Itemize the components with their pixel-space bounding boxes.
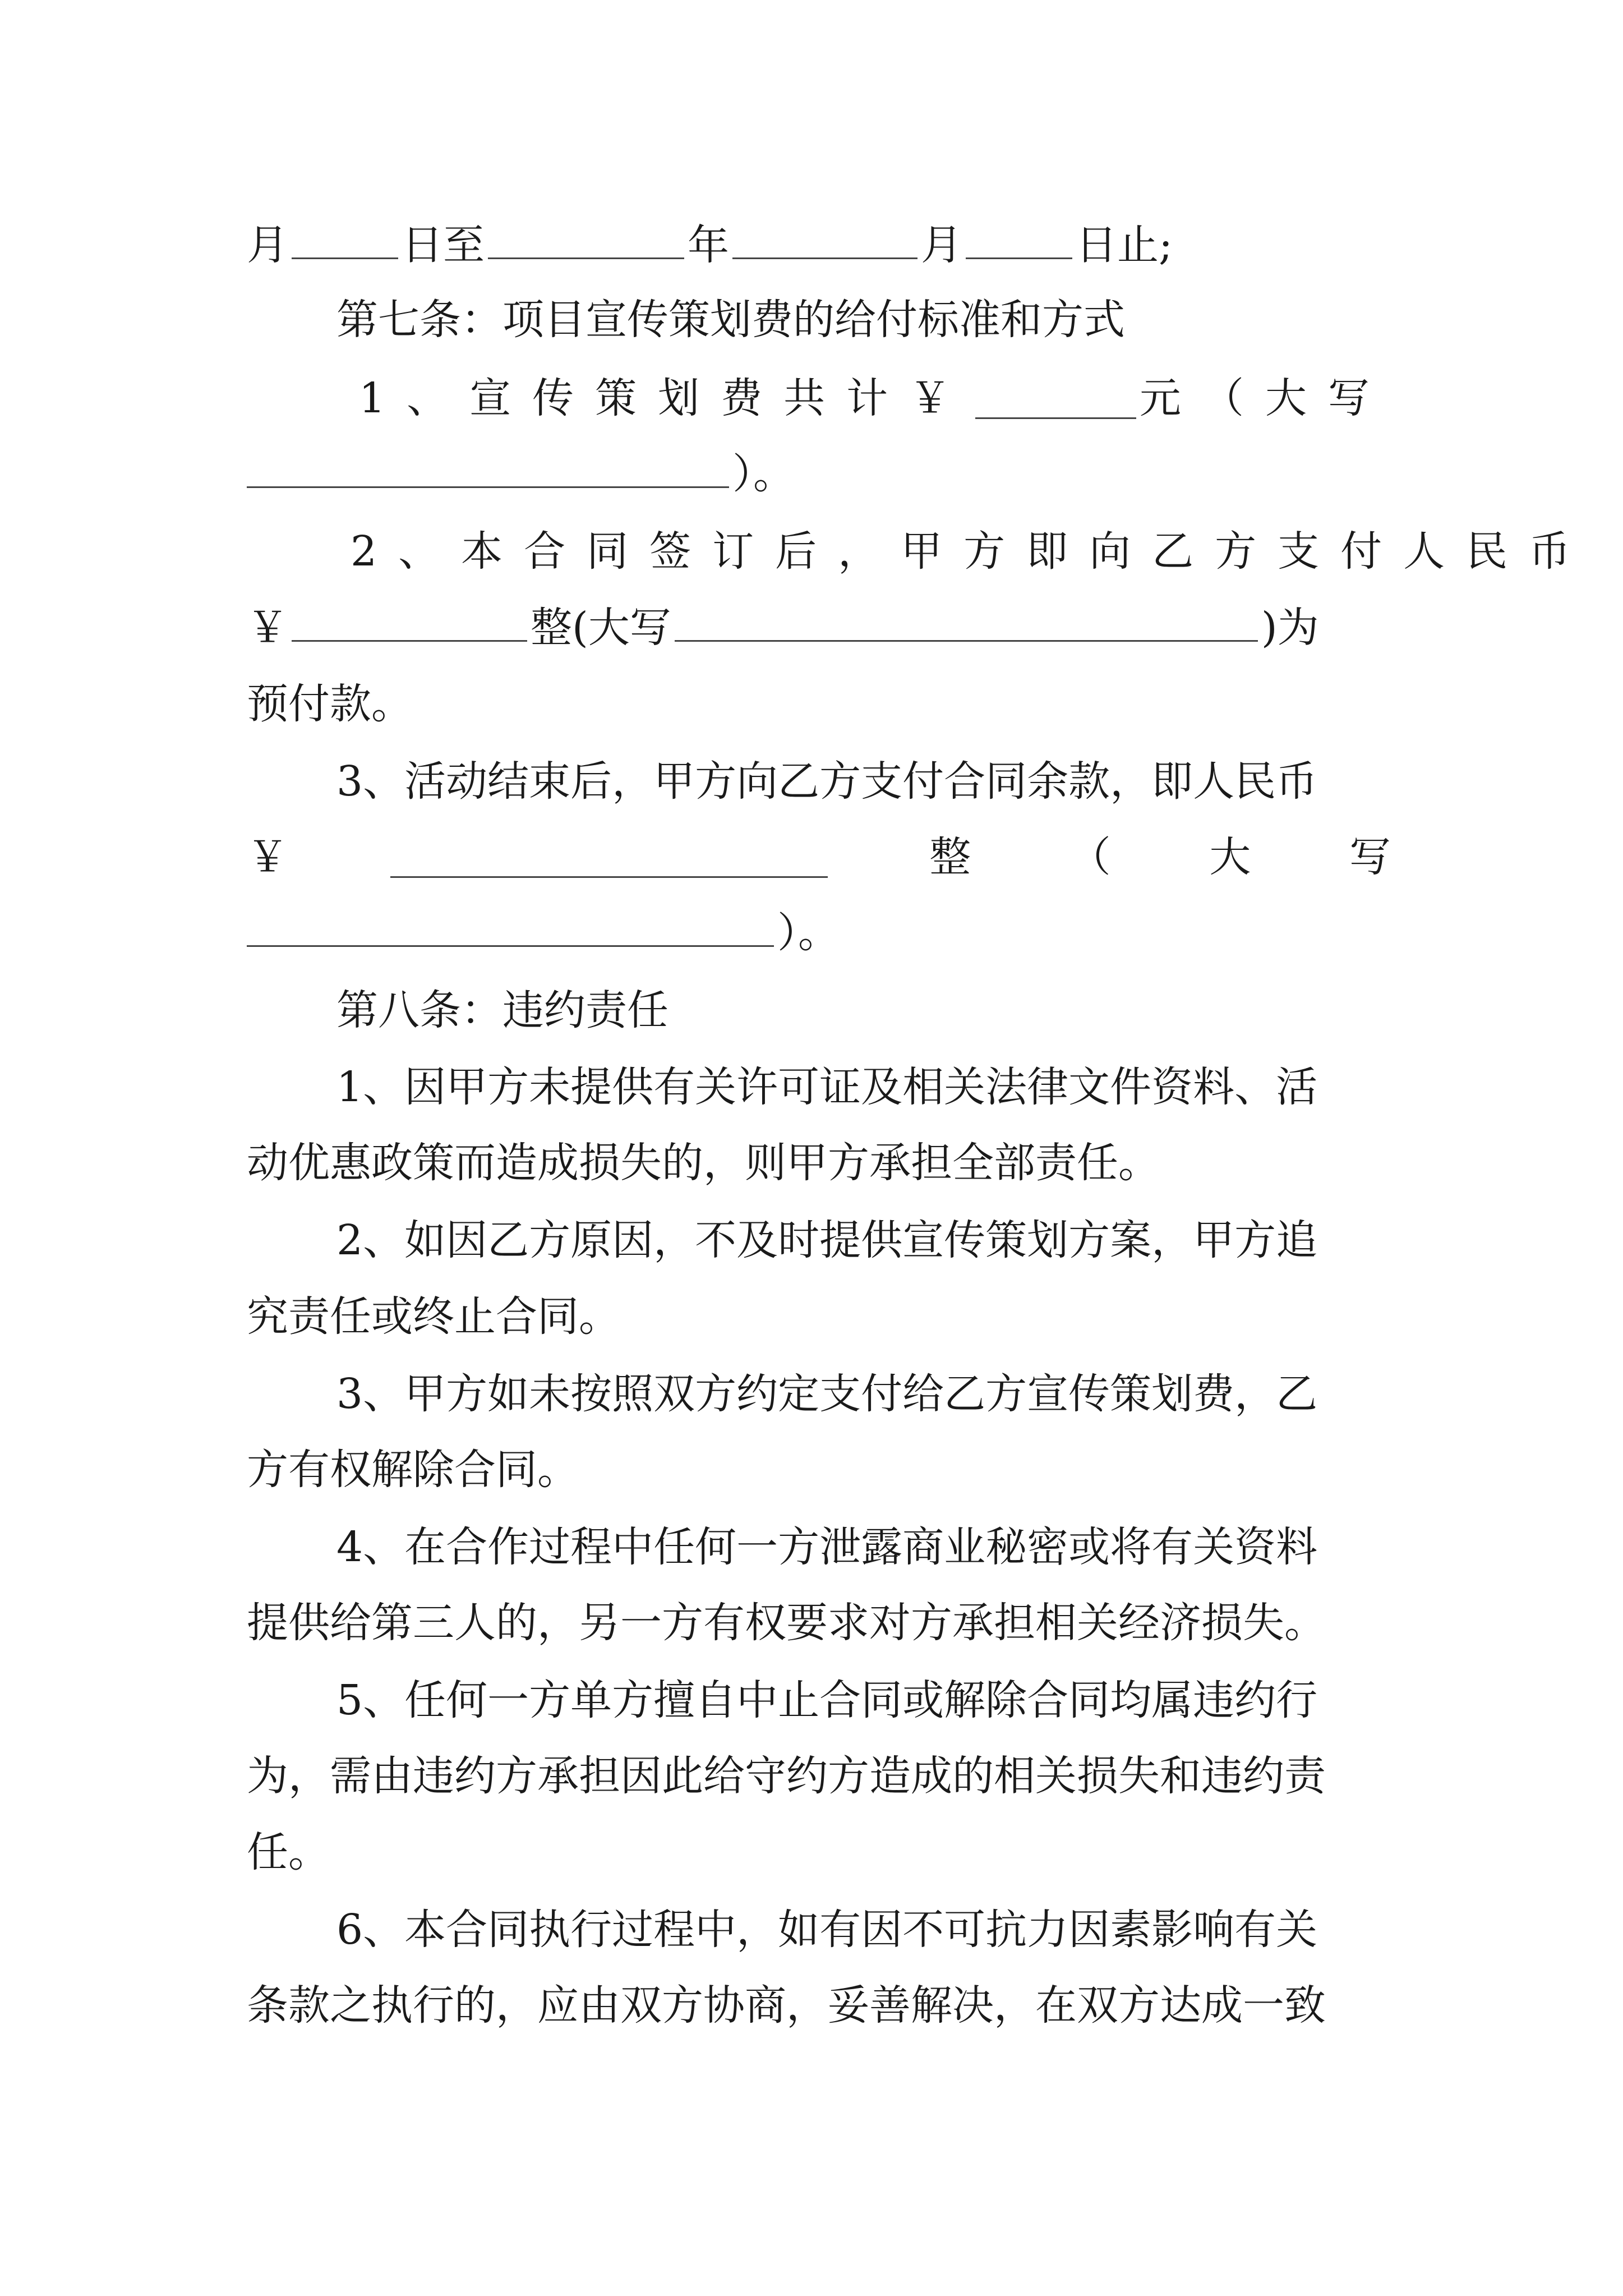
article-8-item-5-line-2: 为，需由违约方承担因此给守约方造成的相关损失和违约责	[247, 1752, 1326, 1800]
article-8-item-3-line-2: 方有权解除合同。	[247, 1446, 579, 1494]
article-8-item-2-line-2: 究责任或终止合同。	[247, 1292, 620, 1341]
blank-field	[966, 218, 1072, 259]
text-open-paren: （	[1069, 833, 1111, 881]
article-8-item-4-line-1: 4、在合作过程中任何一方泄露商业秘密或将有关资料	[336, 1523, 1318, 1571]
date-range-line	[247, 209, 1391, 282]
text-whole-capital: 整(大写	[531, 604, 671, 652]
text-yuan-capital: 元（大写	[1140, 374, 1391, 422]
text-advance: 2、本合同签订后，甲方即向乙方支付人民币	[351, 527, 1592, 576]
blank-field	[247, 447, 729, 488]
text-as: )为	[1261, 604, 1319, 652]
article-8-item-1-line-1: 1、因甲方未提供有关许可证及相关法律文件资料、活	[336, 1063, 1318, 1111]
blank-field	[488, 218, 684, 259]
text-day-to: 日至	[402, 221, 485, 269]
article-7-title: 第七条：项目宣传策划费的给付标准和方式	[336, 296, 1125, 344]
article-8-item-2-line-1: 2、如因乙方原因，不及时提供宣传策划方案，甲方追	[336, 1216, 1318, 1264]
text-whole: 整	[929, 833, 971, 881]
blank-field	[390, 837, 828, 878]
article-8-title: 第八条：违约责任	[336, 986, 668, 1034]
article-7-item-1-line-1	[359, 362, 1391, 435]
blank-field	[292, 601, 527, 642]
blank-field	[675, 601, 1258, 642]
text-xie: 写	[1349, 833, 1391, 881]
article-8-item-4-line-2: 提供给第三人的，另一方有权要求对方承担相关经济损失。	[247, 1599, 1326, 1647]
blank-field	[292, 218, 398, 259]
text-month-2: 月	[921, 221, 962, 269]
text-close-paren: ）。	[777, 909, 840, 957]
text-da: 大	[1209, 833, 1251, 881]
text-fee-total: 1、宣传策划费共计￥	[359, 374, 972, 422]
article-7-item-1-line-2	[247, 438, 1391, 510]
text-yen: ￥	[247, 604, 288, 652]
blank-field	[975, 378, 1136, 419]
text-month: 月	[247, 221, 288, 269]
text-day-end: 日止;	[1076, 221, 1173, 269]
article-7-item-3-line-1: 3、活动结束后，甲方向乙方支付合同余款，即人民币	[336, 757, 1318, 806]
article-8-item-6-line-2: 条款之执行的，应由双方协商，妥善解决，在双方达成一致	[247, 1981, 1326, 2030]
blank-field	[732, 218, 917, 259]
article-8-item-3-line-1: 3、甲方如未按照双方约定支付给乙方宣传策划费，乙	[336, 1370, 1318, 1418]
article-8-item-6-line-1: 6、本合同执行过程中，如有因不可抗力因素影响有关	[336, 1906, 1318, 1954]
article-7-item-2-line-3: 预付款。	[247, 680, 413, 728]
article-7-item-3-line-3	[247, 896, 1391, 969]
article-7-item-3-line-2	[247, 821, 1391, 894]
article-7-item-2-line-1	[351, 515, 1592, 588]
article-8-item-5-line-1: 5、任何一方单方擅自中止合同或解除合同均属违约行	[336, 1676, 1318, 1724]
text-yen: ￥	[247, 833, 288, 881]
article-8-item-5-line-3: 任。	[247, 1828, 330, 1876]
text-close-paren: ）。	[732, 450, 795, 498]
article-8-item-1-line-2: 动优惠政策而造成损失的，则甲方承担全部责任。	[247, 1139, 1160, 1187]
article-7-item-2-line-2	[247, 591, 1391, 664]
blank-field	[247, 906, 774, 947]
text-year: 年	[688, 221, 729, 269]
